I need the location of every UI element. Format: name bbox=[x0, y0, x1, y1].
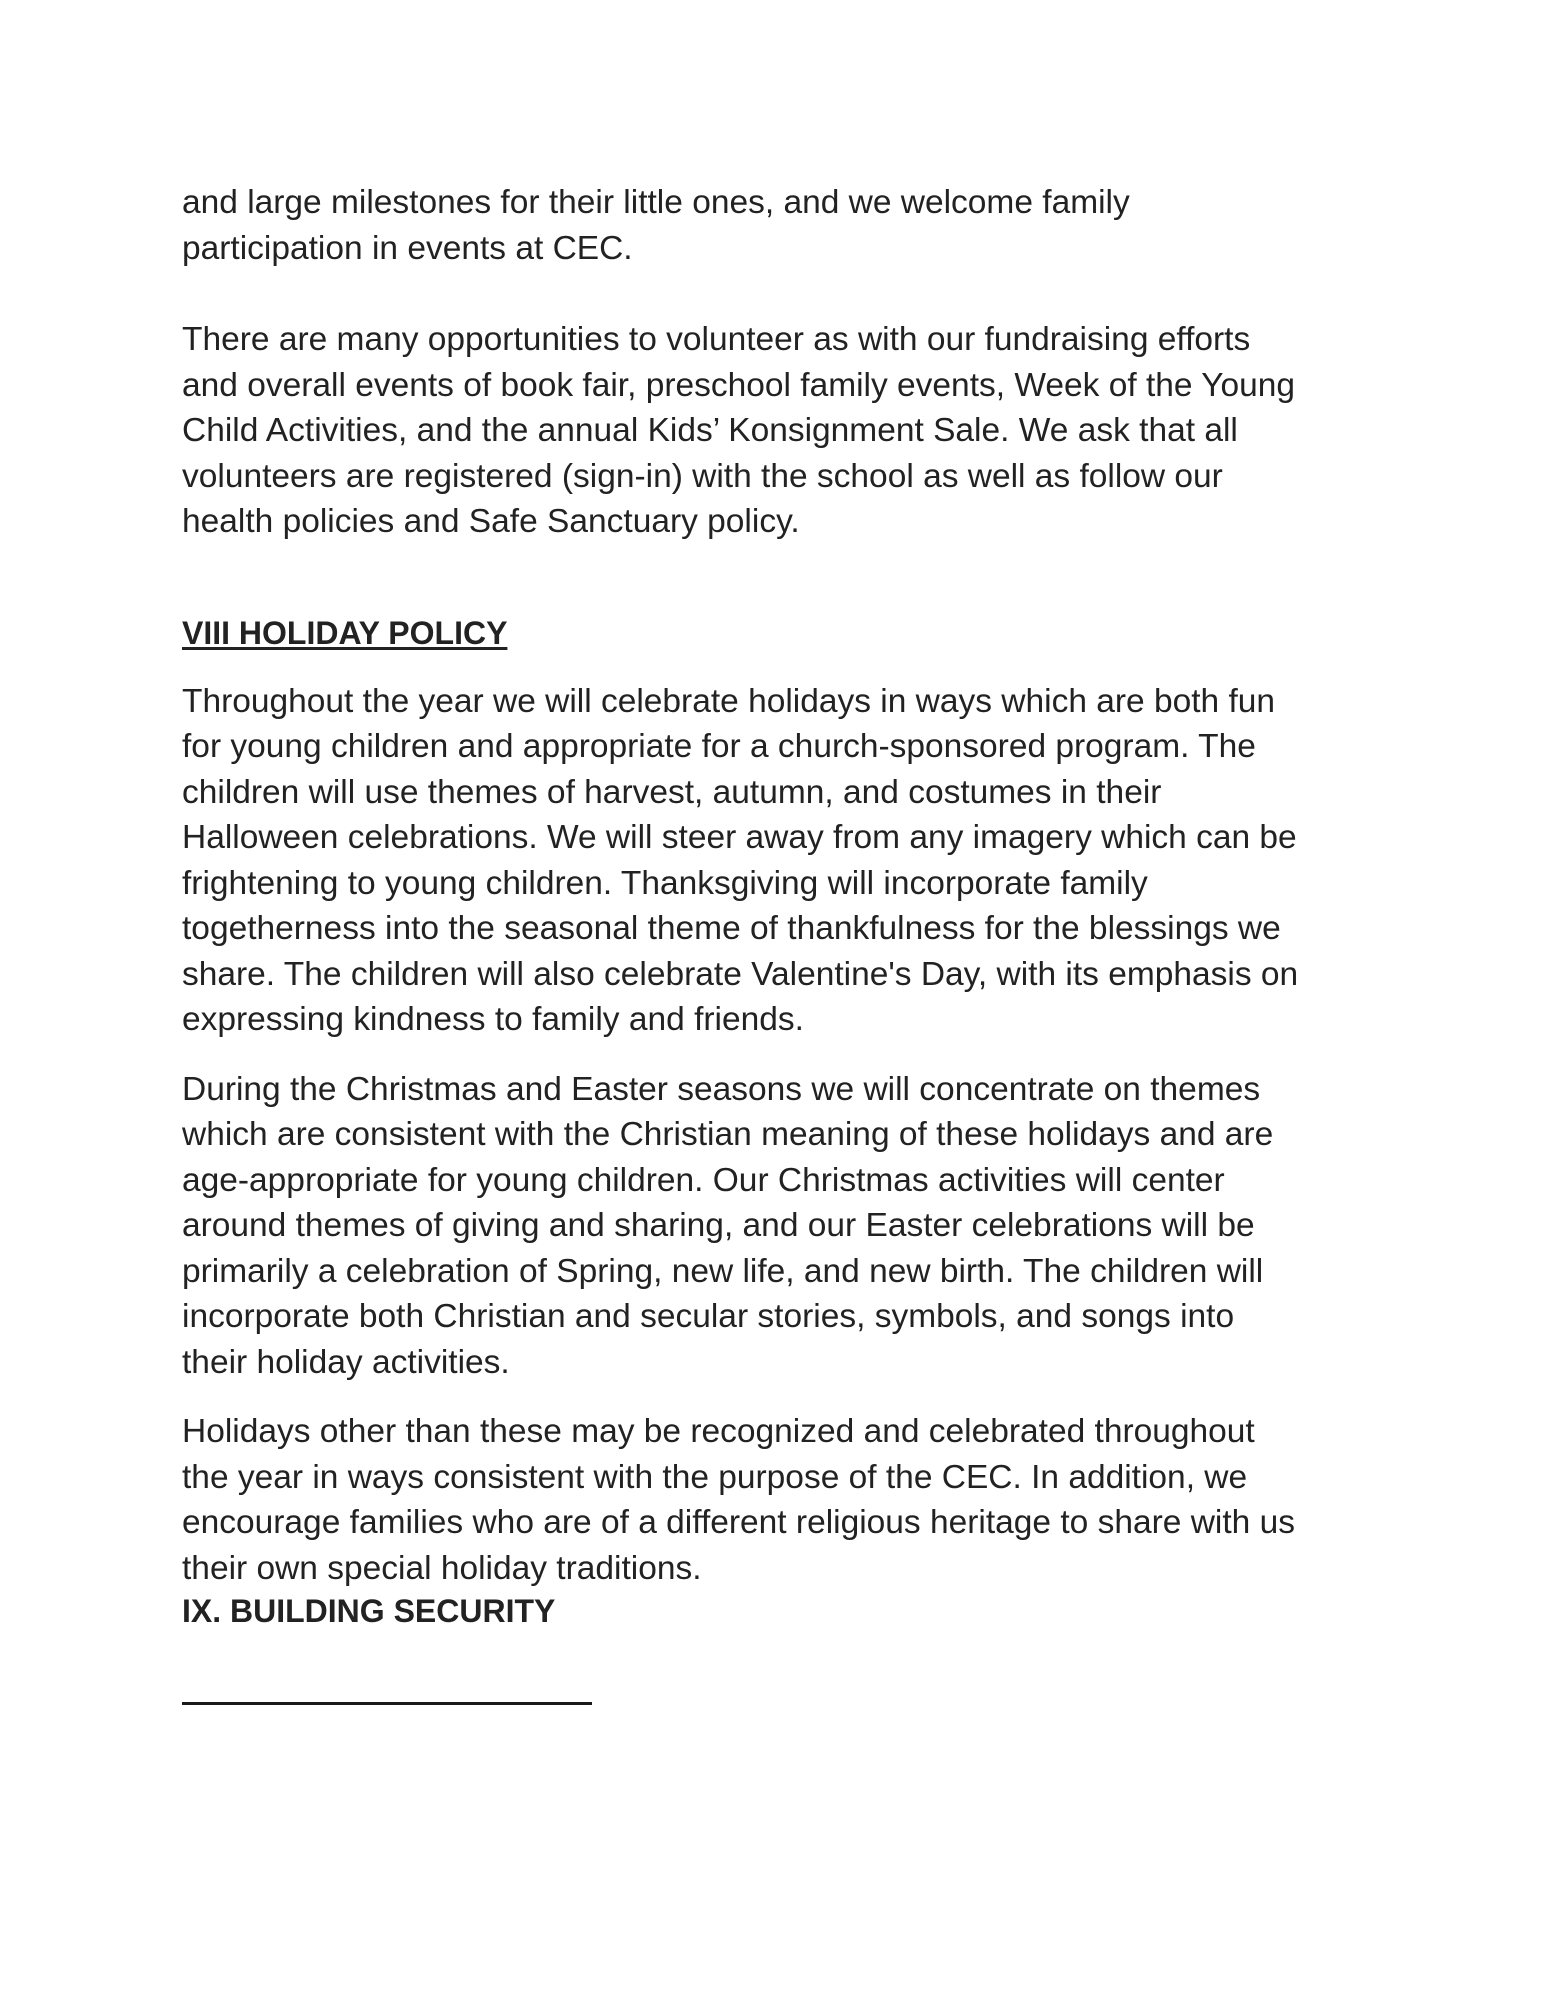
paragraph-holiday-1: Throughout the year we will celebrate holidays in ways which are both fun for young children and appropriate for a church-sponsored program. The children will use themes of harvest, autumn, and costumes in their Halloween celebrations. We will steer away from any imagery which can be frightening to young children. Thanksgiving will incorporate family togetherness into the seasonal theme of thankfulness for the blessings we share. The children will also celebrate Valentine's Day, with its emphasis on expressing kindness to family and friends. bbox=[182, 682, 1299, 1038]
spacer bbox=[182, 271, 1382, 317]
spacer bbox=[182, 545, 1382, 613]
paragraph-intro-end: and large milestones for their little ones, and we welcome family participation in events at CEC. bbox=[182, 184, 1130, 267]
spacer bbox=[182, 653, 1382, 679]
heading-building-security: IX. BUILDING SECURITY bbox=[182, 1593, 556, 1629]
horizontal-rule bbox=[182, 1702, 592, 1705]
paragraph-volunteer: There are many opportunities to volunteer as with our fundraising efforts and overall events of book fair, preschool family events, Week of the Young Child Activities, and the annual Kids’ Konsignment Sale. We ask that all volunteers are registered (sign-in) with the school as well as follow our health policies and Safe Sanctuary policy. bbox=[182, 321, 1296, 540]
heading-holiday-policy: VIII HOLIDAY POLICY bbox=[182, 614, 508, 651]
page-content bbox=[182, 180, 1382, 1631]
spacer bbox=[182, 1043, 1382, 1067]
paragraph-holiday-2: During the Christmas and Easter seasons we will concentrate on themes which are consistent with the Christian meaning of these holidays and are age-appropriate for young children. Our Christmas activities will center around themes of giving and sharing, and our Easter celebrations will be primarily a celebration of Spring, new life, and new birth. The children will incorporate both Christian and secular stories, symbols, and songs into their holiday activities. bbox=[182, 1070, 1274, 1381]
spacer bbox=[182, 1385, 1382, 1409]
paragraph-holiday-3: Holidays other than these may be recognized and celebrated throughout the year in ways consistent with the purpose of the CEC. In addition, we encourage families who are of a different religious heritage to share with us their own special holiday traditions. bbox=[182, 1413, 1295, 1587]
